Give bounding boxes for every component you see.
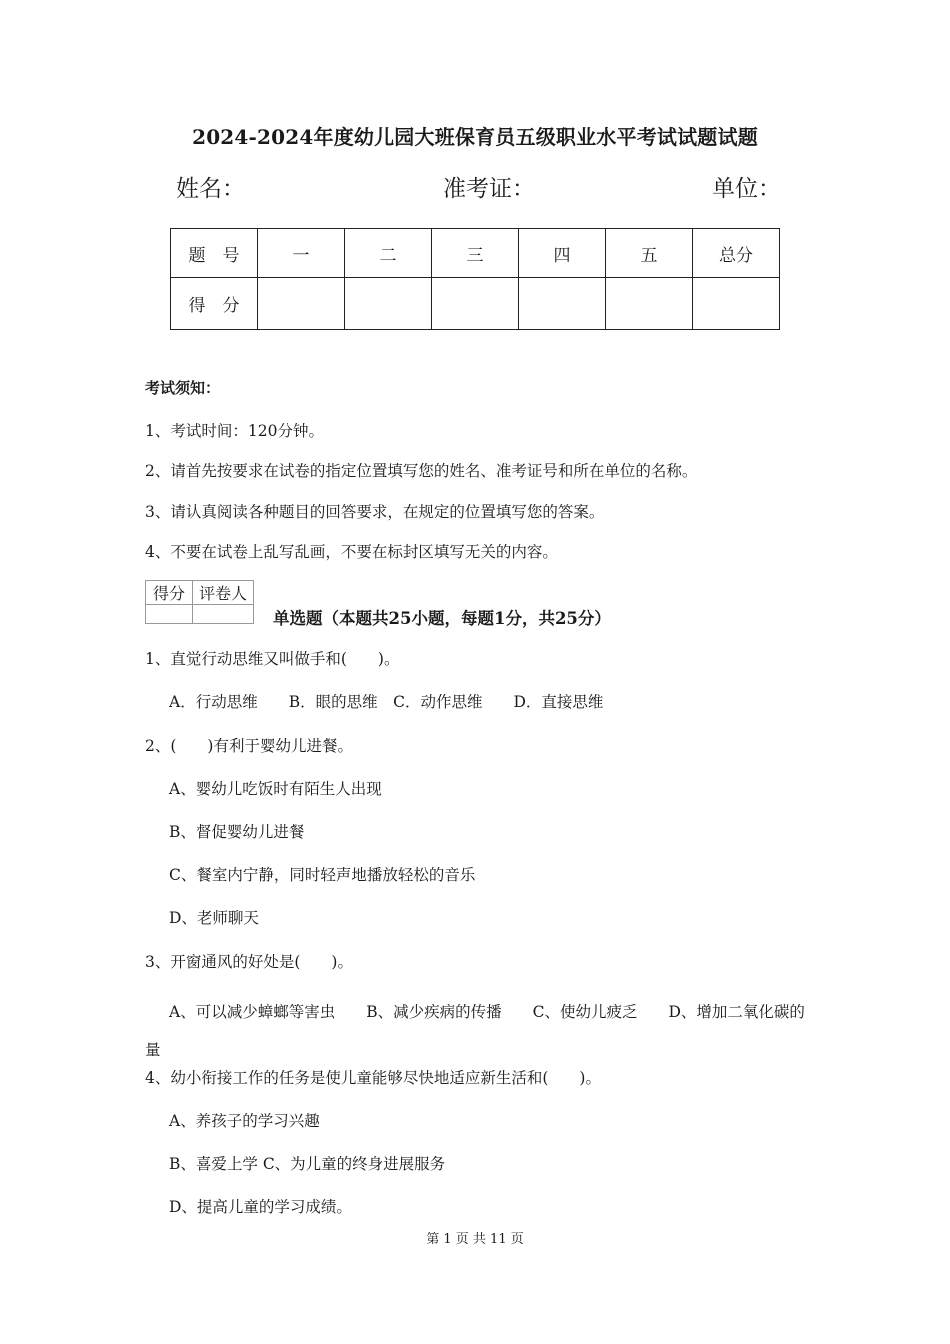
score-cell (258, 278, 345, 330)
question-2: 2、( )有利于婴幼儿进餐。 (145, 737, 353, 755)
score-table-header-cell: 二 (345, 229, 432, 278)
grader-table-grader-label: 评卷人 (193, 581, 254, 605)
score-cell (345, 278, 432, 330)
question-4: 4、幼小衔接工作的任务是使儿童能够尽快地适应新生活和( )。 (145, 1069, 601, 1087)
score-table-header-cell: 四 (519, 229, 606, 278)
question-4-option-d: D、提高儿童的学习成绩。 (169, 1198, 352, 1216)
section-title: 单选题（本题共25小题，每题1分，共25分） (273, 609, 611, 628)
question-2-option-c: C、餐室内宁静，同时轻声地播放轻松的音乐 (169, 866, 476, 884)
score-table-header-cell: 一 (258, 229, 345, 278)
question-1-options: A．行动思维 B．眼的思维 C．动作思维 D．直接思维 (169, 693, 604, 711)
score-table-score-row (171, 278, 780, 330)
score-table (170, 228, 780, 330)
page-footer: 第 1 页 共 11 页 (426, 1232, 524, 1247)
question-4-option-bc: B、喜爱上学 C、为儿童的终身进展服务 (169, 1155, 446, 1173)
question-2-option-b: B、督促婴幼儿进餐 (169, 823, 305, 841)
score-cell (519, 278, 606, 330)
question-3-options: A、可以减少蟑螂等害虫 B、减少疾病的传播 C、使幼儿疲乏 D、增加二氧化碳的量 (145, 1003, 805, 1059)
grader-table-score-cell (146, 605, 193, 624)
grader-table-score-label: 得分 (146, 581, 193, 605)
score-cell (432, 278, 519, 330)
score-cell (693, 278, 780, 330)
score-table-row-label: 得 分 (171, 278, 258, 330)
notice-heading: 考试须知： (145, 379, 221, 397)
exam-title: 2024-2024年度幼儿园大班保育员五级职业水平考试试题试题 (192, 125, 758, 149)
notice-item: 2、请首先按要求在试卷的指定位置填写您的姓名、准考证号和所在单位的名称。 (145, 462, 698, 480)
name-field-label: 姓名： (176, 176, 245, 202)
question-4-option-a: A、养孩子的学习兴趣 (169, 1112, 320, 1130)
score-table-header-cell: 题 号 (171, 229, 258, 278)
score-table-header-cell: 总分 (693, 229, 780, 278)
grader-table (145, 580, 254, 624)
notice-item: 4、不要在试卷上乱写乱画，不要在标封区填写无关的内容。 (145, 543, 558, 561)
score-table-header-cell: 三 (432, 229, 519, 278)
question-2-option-a: A、婴幼儿吃饭时有陌生人出现 (169, 780, 382, 798)
score-table-header-row (171, 229, 780, 278)
grader-table-grader-cell (193, 605, 254, 624)
score-table-header-cell: 五 (606, 229, 693, 278)
unit-field-label: 单位： (712, 176, 781, 202)
question-2-option-d: D、老师聊天 (169, 909, 259, 927)
notice-item: 1、考试时间：120分钟。 (145, 422, 324, 440)
question-3: 3、开窗通风的好处是( )。 (145, 953, 353, 971)
question-1: 1、直觉行动思维又叫做手和( )。 (145, 650, 400, 668)
notice-item: 3、请认真阅读各种题目的回答要求，在规定的位置填写您的答案。 (145, 503, 605, 521)
exam-id-field-label: 准考证： (443, 176, 535, 202)
score-cell (606, 278, 693, 330)
